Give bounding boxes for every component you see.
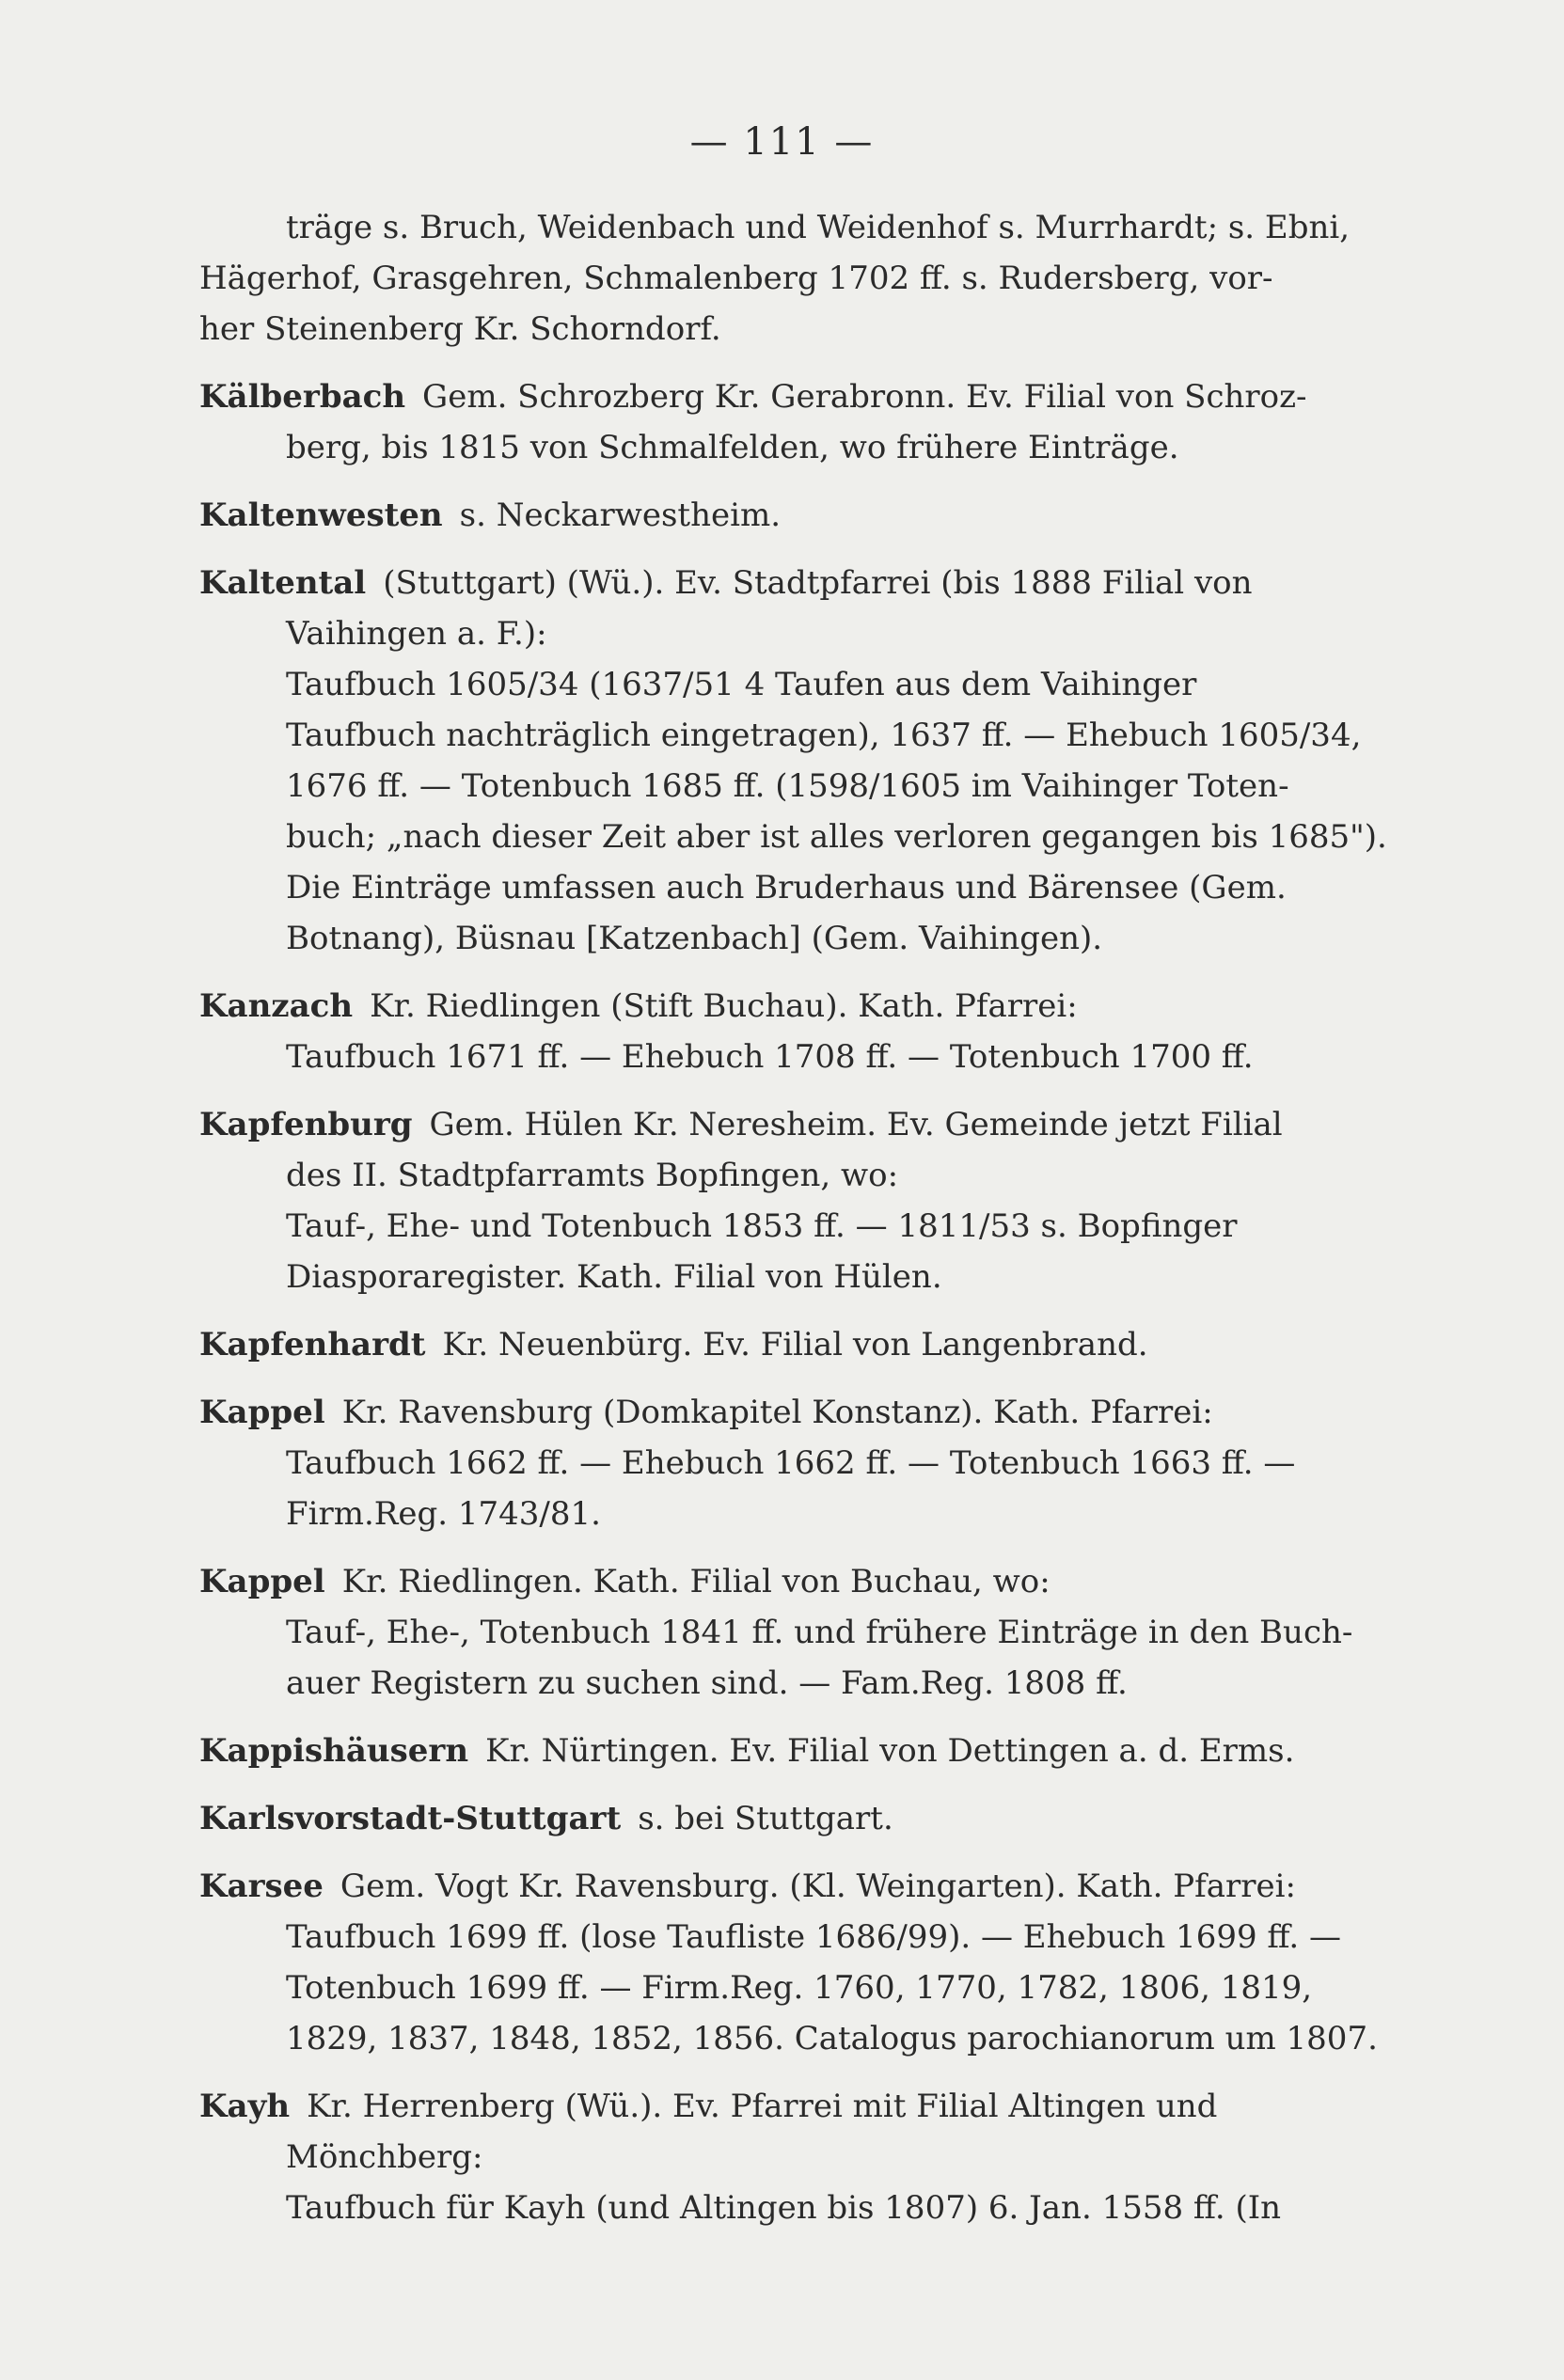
page-number: — 111 — xyxy=(689,120,875,164)
entry-text: Gem. Vogt Kr. Ravensburg. (Kl. Weingarten). Kath. Pfarrei: xyxy=(340,1868,1296,1905)
entry-karsee xyxy=(199,1861,1422,2064)
entry-line: Hägerhof, Grasgehren, Schmalenberg 1702 ff. s. Rudersberg, vor- xyxy=(199,260,1273,297)
entry-line: Mönchberg: xyxy=(286,2138,483,2176)
entry-kappel-ravensburg xyxy=(199,1387,1422,1539)
entry-line: Tauf-, Ehe-, Totenbuch 1841 ff. und frühere Einträge in den Buch- xyxy=(286,1614,1353,1651)
entry-line: Taufbuch 1662 ff. — Ehebuch 1662 ff. — Totenbuch 1663 ff. — xyxy=(286,1444,1296,1482)
entry-kappel-riedlingen xyxy=(199,1556,1422,1709)
entry-text: s. Neckarwestheim. xyxy=(459,496,782,534)
entry-headword: Karlsvorstadt-Stuttgart xyxy=(199,1800,622,1837)
entry-headword: Karsee xyxy=(199,1868,324,1905)
entry-headword: Kälberbach xyxy=(199,378,406,416)
entry-continuation xyxy=(199,202,1422,355)
entry-line: her Steinenberg Kr. Schorndorf. xyxy=(199,310,721,348)
entry-line: Diasporaregister. Kath. Filial von Hülen. xyxy=(286,1258,942,1296)
entry-kanzach xyxy=(199,981,1422,1082)
entry-line: Die Einträge umfassen auch Bruderhaus und Bärensee (Gem. xyxy=(286,869,1287,906)
entry-text: Kr. Herrenberg (Wü.). Ev. Pfarrei mit Filial Altingen und xyxy=(307,2088,1218,2125)
entry-line: Vaihingen a. F.): xyxy=(286,615,547,653)
entry-kaltenwesten xyxy=(199,490,1422,541)
entry-line: Taufbuch 1605/34 (1637/51 4 Taufen aus dem Vaihinger xyxy=(286,666,1197,703)
entry-text: Kr. Ravensburg (Domkapitel Konstanz). Kath. Pfarrei: xyxy=(341,1394,1213,1431)
entry-text: (Stuttgart) (Wü.). Ev. Stadtpfarrei (bis 1888 Filial von xyxy=(383,564,1253,602)
entry-karlsvorstadt-stuttgart xyxy=(199,1793,1422,1844)
entry-headword: Kaltental xyxy=(199,564,367,602)
entry-headword: Kappel xyxy=(199,1394,325,1431)
entry-line: Botnang), Büsnau [Katzenbach] (Gem. Vaihingen). xyxy=(286,920,1103,957)
entry-kapfenburg xyxy=(199,1099,1422,1302)
entry-kayh xyxy=(199,2081,1422,2233)
entry-line: Totenbuch 1699 ff. — Firm.Reg. 1760, 1770, 1782, 1806, 1819, xyxy=(286,1969,1313,2007)
entry-line: Firm.Reg. 1743/81. xyxy=(286,1495,601,1533)
entry-line: Taufbuch 1699 ff. (lose Taufliste 1686/99). — Ehebuch 1699 ff. — xyxy=(286,1918,1341,1956)
entry-headword: Kayh xyxy=(199,2088,291,2125)
entry-line: auer Registern zu suchen sind. — Fam.Reg. 1808 ff. xyxy=(286,1664,1128,1702)
entry-headword: Kapfenburg xyxy=(199,1106,413,1143)
entry-headword: Kappishäusern xyxy=(199,1732,469,1770)
entry-headword: Kappel xyxy=(199,1563,325,1600)
entry-line: berg, bis 1815 von Schmalfelden, wo frühere Einträge. xyxy=(286,429,1179,466)
entry-line: Tauf-, Ehe- und Totenbuch 1853 ff. — 1811/53 s. Bopfinger xyxy=(286,1207,1238,1245)
entry-text: Kr. Nürtingen. Ev. Filial von Dettingen a. d. Erms. xyxy=(485,1732,1295,1770)
entry-line: 1676 ff. — Totenbuch 1685 ff. (1598/1605 im Vaihinger Toten- xyxy=(286,767,1289,805)
entry-line: buch; „nach dieser Zeit aber ist alles verloren gegangen bis 1685"). xyxy=(286,818,1387,856)
gazetteer-entries xyxy=(199,202,1422,2250)
entry-line: Taufbuch für Kayh (und Altingen bis 1807) 6. Jan. 1558 ff. (In xyxy=(286,2189,1282,2227)
entry-line: Taufbuch 1671 ff. — Ehebuch 1708 ff. — Totenbuch 1700 ff. xyxy=(286,1038,1254,1076)
entry-line: Taufbuch nachträglich eingetragen), 1637 ff. — Ehebuch 1605/34, xyxy=(286,717,1362,754)
entry-kaltental xyxy=(199,558,1422,964)
entry-kapfenhardt xyxy=(199,1319,1422,1370)
entry-text: Gem. Hülen Kr. Neresheim. Ev. Gemeinde jetzt Filial xyxy=(429,1106,1283,1143)
entry-text: Gem. Schrozberg Kr. Gerabronn. Ev. Filial von Schroz- xyxy=(422,378,1307,416)
entry-text: Kr. Riedlingen. Kath. Filial von Buchau, wo: xyxy=(341,1563,1051,1600)
entry-kappishaeusern xyxy=(199,1726,1422,1776)
entry-headword: Kapfenhardt xyxy=(199,1326,426,1363)
entry-line: 1829, 1837, 1848, 1852, 1856. Catalogus parochianorum um 1807. xyxy=(286,2020,1378,2057)
entry-text: s. bei Stuttgart. xyxy=(638,1800,893,1837)
entry-text: Kr. Neuenbürg. Ev. Filial von Langenbrand. xyxy=(442,1326,1148,1363)
entry-headword: Kaltenwesten xyxy=(199,496,443,534)
entry-line: träge s. Bruch, Weidenbach und Weidenhof s. Murrhardt; s. Ebni, xyxy=(286,209,1351,246)
entry-kaelberbach xyxy=(199,371,1422,473)
entry-headword: Kanzach xyxy=(199,987,354,1025)
entry-text: Kr. Riedlingen (Stift Buchau). Kath. Pfarrei: xyxy=(370,987,1078,1025)
entry-line: des II. Stadtpfarramts Bopfingen, wo: xyxy=(286,1157,899,1194)
